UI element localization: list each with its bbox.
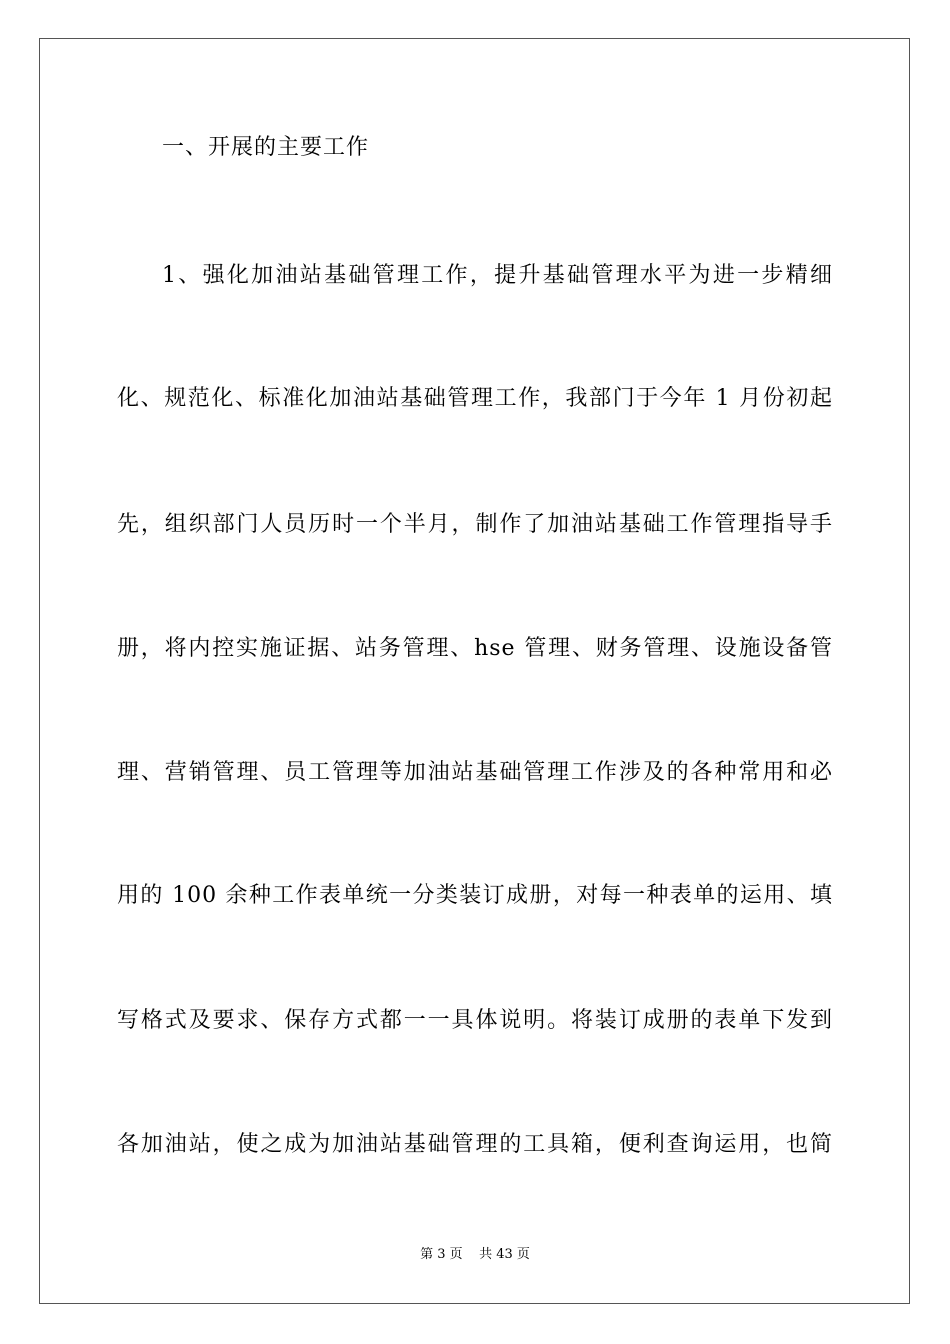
page-frame xyxy=(39,38,910,1304)
paragraph-line: 化、规范化、标准化加油站基础管理工作，我部门于今年 1 月份初起 xyxy=(117,386,833,411)
paragraph-line: 理、营销管理、员工管理等加油站基础管理工作涉及的各种常用和必 xyxy=(117,760,833,785)
paragraph-line: 写格式及要求、保存方式都一一具体说明。将装订成册的表单下发到 xyxy=(117,1008,833,1033)
page-number-footer: 第 3 页 共 43 页 xyxy=(420,1247,530,1262)
paragraph-line: 各加油站，使之成为加油站基础管理的工具箱，便利查询运用，也简 xyxy=(117,1132,833,1157)
paragraph-line: 册，将内控实施证据、站务管理、hse 管理、财务管理、设施设备管 xyxy=(117,636,833,661)
paragraph-line: 1、强化加油站基础管理工作，提升基础管理水平为进一步精细 xyxy=(162,263,833,288)
paragraph-line: 先，组织部门人员历时一个半月，制作了加油站基础工作管理指导手 xyxy=(117,512,833,537)
paragraph-line: 用的 100 余种工作表单统一分类装订成册，对每一种表单的运用、填 xyxy=(117,883,833,908)
section-heading: 一、开展的主要工作 xyxy=(162,135,370,160)
